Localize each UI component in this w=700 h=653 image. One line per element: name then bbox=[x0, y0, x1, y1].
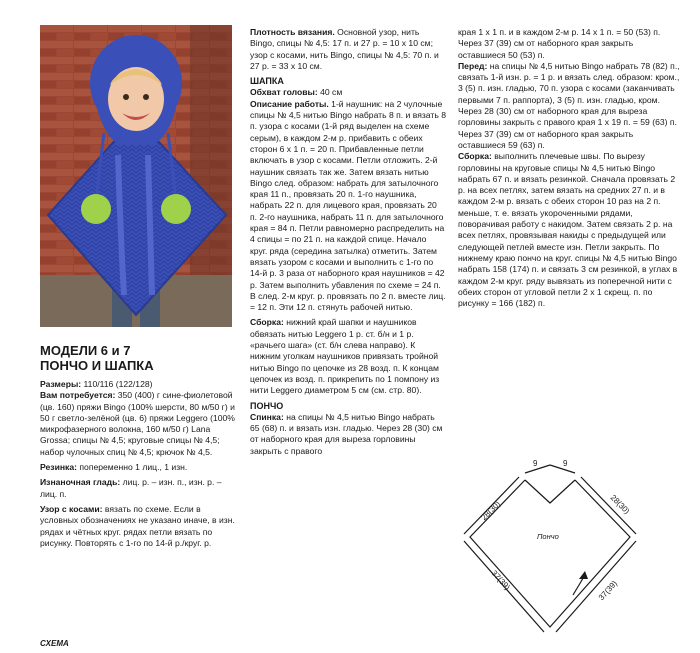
column-middle bbox=[250, 27, 446, 457]
page-title bbox=[40, 343, 240, 373]
purl-label: Изнаночная гладь: bbox=[40, 477, 121, 488]
sizes-paragraph bbox=[40, 379, 240, 390]
purl-paragraph bbox=[40, 477, 240, 500]
dim-left-upper: 28(30) bbox=[479, 499, 503, 523]
column-right bbox=[458, 27, 680, 309]
back-label: Спинка: bbox=[250, 411, 284, 422]
back-text: на спицы № 4,5 нитью Bingo набрать 65 (68) п. и вязать изн. гладью. Через 28 (30) см от наборного края для выреза горловины закрыть с правого bbox=[250, 411, 443, 456]
head-paragraph bbox=[250, 87, 446, 98]
materials-paragraph bbox=[40, 390, 240, 458]
poncho-section-title: ПОНЧО bbox=[250, 400, 284, 411]
poncho-schematic bbox=[455, 455, 700, 645]
dim-top-right: 9 bbox=[563, 459, 568, 468]
work-paragraph bbox=[250, 99, 446, 314]
back-continued: края 1 х 1 п. и в каждом 2-м р. 14 х 1 п. = 50 (53) п. Через 37 (39) см от наборного края закрыть оставшиеся 50 (53) п. bbox=[458, 27, 661, 60]
front-label: Перед: bbox=[458, 60, 488, 71]
dim-right-lower: 37(39) bbox=[596, 578, 619, 603]
hat-assembly-text: нижний край шапки и наушников обвязать нитью Leggero 1 р. ст. б/н и 1 р. «рачьего шага» (ст. б/н слева направо). К нижним уголкам наушников привязать тройной нитью Bingo по цепочке из 28 возд. п. К концам цепочек из возд. п. прикрепить по 1 помпону из нити Leggero диаметром 5 см (см. стр. 80). bbox=[250, 317, 440, 396]
poncho-assembly-label: Сборка: bbox=[458, 151, 492, 162]
model-photo bbox=[40, 25, 232, 327]
schematic-drawing bbox=[455, 455, 700, 645]
hat-section-title: ШАПКА bbox=[250, 76, 284, 87]
materials-text: 350 (400) г сине-фиолетовой (цв. 160) пряжи Bingo (100% шерсти, 80 м/50 г) и 50 г светло-зелёной (цв. 6) пряжи Leggero (100% микрофазерного волокна, 160 м/50 г) Lana Grossa; спицы № 4,5; круговые спицы № 4,5; набор чулочных спиц № 4,5; крючок № 4,5. bbox=[40, 390, 235, 457]
rib-text: попеременно 1 лиц., 1 изн. bbox=[77, 462, 188, 473]
sizes-label: Размеры: bbox=[40, 379, 82, 389]
braid-text: вязать по схеме. Если в условных обозначениях не указано иначе, в изн. рядах и чётных круг. рядах петли вязать по рисунку. Повторять с 1-го по 14-й р./круг. р. bbox=[40, 503, 235, 548]
poncho-assembly-paragraph bbox=[458, 151, 680, 309]
rib-paragraph bbox=[40, 462, 240, 473]
model-photo-art bbox=[40, 25, 232, 327]
front-paragraph bbox=[458, 61, 680, 151]
rib-label: Резинка: bbox=[40, 462, 77, 473]
work-label: Описание работы. bbox=[250, 98, 329, 109]
purl-text: лиц. р. – изн. п., изн. р. – лиц. п. bbox=[40, 477, 222, 499]
back-paragraph bbox=[250, 412, 446, 457]
neckline bbox=[525, 480, 575, 503]
title-line-2: ПОНЧО И ШАПКА bbox=[40, 358, 154, 373]
schema-label: СХЕМА bbox=[40, 639, 69, 648]
dim-right-upper: 28(30) bbox=[608, 493, 632, 516]
title-line-1: МОДЕЛИ 6 и 7 bbox=[40, 343, 131, 358]
dim-top-left: 9 bbox=[533, 459, 538, 468]
density-label: Плотность вязания. bbox=[250, 27, 335, 37]
head-text: 40 см bbox=[317, 87, 343, 98]
density-paragraph bbox=[250, 27, 446, 72]
braid-paragraph bbox=[40, 504, 240, 549]
hat-assembly-paragraph bbox=[250, 317, 446, 396]
materials-label: Вам потребуется: bbox=[40, 390, 116, 401]
dim-left-lower: 37(39) bbox=[489, 568, 512, 592]
work-text: 1-й наушник: на 2 чулочные спицы № 4,5 нитью Bingo набрать 8 п. и вязать 8 п. узора с косами (1-й ряд выделен на схеме серым), в каждом 2-м р. прибавить с обеих сторон 6 х 1 п. = 20 п. Прибавленные петли включать в узор с косами. Петли отложить. 2-й наушник связать так же. Затем вязать нитью Bingo след. образом: набрать для затылочного края 11 п., провязать 20 п. 1-го наушника, набрать 22 п. для лицевого края, провязать 20 п. 2-го наушника, набрать 11 п. для затылочного края = 84 п. Петли равномерно распределить на 4 спицы = по 21 п. на каждой спице. Начало круг. ряда (середина затылка) отметить. Затем вязать узором с косами и выполнить с 1-го по 14-й р. 3 раза от наборного края наушников = 42 р. Затем выполнить убавления по схеме = 24 п. В след. 2-м круг. р. провязать по 2 п. вместе лиц. = 12 п. Эти 12 п. стянуть рабочей нитью. bbox=[250, 98, 446, 313]
hat-assembly-label: Сборка: bbox=[250, 317, 284, 328]
column-left bbox=[40, 343, 240, 549]
piece-label: Пончо bbox=[537, 532, 559, 541]
front-text: на спицы № 4,5 нитью Bingo набрать 78 (82) п., связать 1-й изн. р. = 1 р. и вязать след. образом: кром., 3 (5) п. изн. гладью, 70 п. узора с косами (заканчивать первыми 7 п. раппорта), 3 (5) п. изн. гладью, кром. Через 28 (30) см от наборного края для выреза горловины закрыть с правого края 1 х 19 п. = 59 (63) п. Через 37 (39) см от наборного края закрыть оставшиеся 59 (63) п. bbox=[458, 60, 680, 150]
head-label: Обхват головы: bbox=[250, 87, 318, 98]
density-text: Основной узор, нить Bingo, спицы № 4,5: 17 п. и 27 р. = 10 х 10 см; узор с косами, нить Bingo, спицы № 4,5: 70 п. и 27 р. = 33 х 10 см. bbox=[250, 27, 439, 71]
braid-label: Узор с косами: bbox=[40, 503, 103, 514]
poncho-assembly-text: выполнить плечевые швы. По вырезу горловины на круговые спицы № 4,5 нитью Bingo набрать 67 п. и вязать резинкой. Сначала провязать 2 р. на всех петлях, затем вязать на средних 27 п. и в каждом 2-м р. вязать с обеих сторон 10 раз на 2 п. меньше, т. е. вязать укороченными рядами, поворачивая работу с накидом. Затем связать 2 р. на всех петлях, провязывая накиды с предыдущей или следующей петлей вместе изн. Петли закрыть. По нижнему краю пончо на круг. спицы № 4,5 нитью Bingo набрать 158 (174) п. и связать 3 см резинкой, в углах в каждом 2-м круг. ряду вывязать из поперечной нити с обеих сторон от угловой петли 2 х 1 скрещ. п. по рисунку = 166 (182) п. bbox=[458, 151, 678, 309]
sizes-text: 110/116 (122/128) bbox=[81, 379, 153, 389]
knitting-direction-arrow bbox=[579, 571, 588, 579]
